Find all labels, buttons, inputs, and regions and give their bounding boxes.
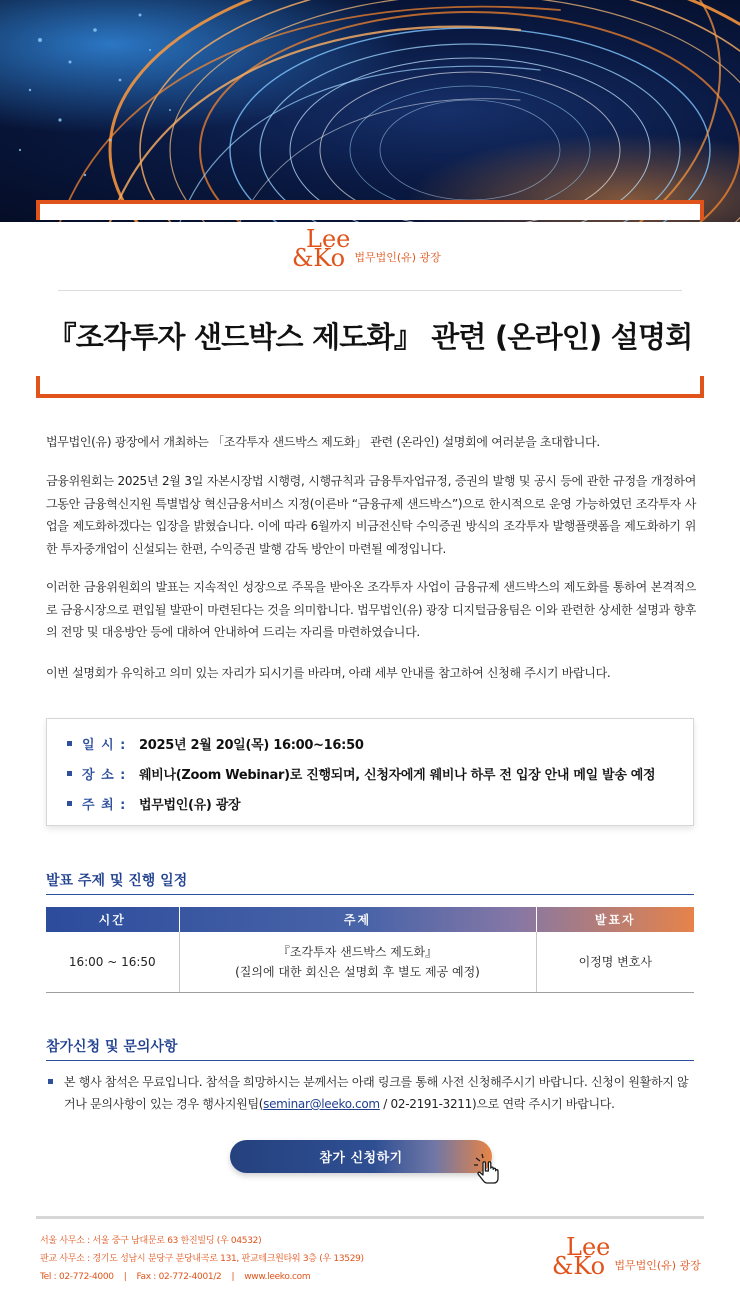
footer-website-link[interactable]: www.leeko.com (244, 1272, 311, 1282)
table-row (46, 932, 694, 993)
body-paragraph-3: 이러한 금융위원회의 발표는 지속적인 성장으로 주목을 받아온 조각투자 사업이 금융규제 샌드박스의 제도화를 통하여 본격적으로 금융시장으로 편입될 발판이 마련된다는 것을 의미합니다. 법무법인(유) 광장 디지털금융팀은 이와 관련한 상세한 설명과 향후의 전망 및 대응방안 등에 대하여 안내하여 드리는 자리를 마련하였습니다. (46, 580, 696, 639)
leeko-logo-mark (292, 225, 351, 273)
cell-topic (179, 932, 536, 993)
column-header-speaker: 발표자 (536, 907, 694, 932)
hero-banner (0, 0, 740, 222)
date-value: 2025년 2월 20일(목) 16:00~16:50 (139, 738, 364, 753)
schedule-table (46, 907, 694, 993)
date-label: 일 시 : (82, 738, 127, 753)
square-bullet-icon (67, 771, 72, 776)
intro-paragraph: 법무법인(유) 광장에서 개최하는 「조각투자 샌드박스 제도화」 관련 (온라인) 설명회에 여러분을 초대합니다. (46, 435, 600, 449)
footer-seoul-address: 서울 사무소 : 서울 중구 남대문로 63 한진빌딩 (우 04532) (40, 1236, 262, 1246)
header-divider (58, 290, 682, 291)
footer-tel: Tel : 02-772-4000 (40, 1272, 114, 1282)
apply-text-after: / 02-2191-3211)으로 연락 주시기 바랍니다. (379, 1097, 615, 1111)
logo-line-2: &Ko (552, 1252, 606, 1281)
place-value: 웨비나(Zoom Webinar)로 진행되며, 신청자에게 웨비나 하루 전 입장 안내 메일 발송 예정 (139, 768, 656, 783)
header-card-frame-top (36, 200, 704, 220)
info-row-host (67, 794, 240, 813)
footer-contact-info (40, 1232, 364, 1286)
logo-firm-name: 법무법인(유) 광장 (614, 1259, 701, 1273)
square-bullet-icon (67, 741, 72, 746)
hero-light-tunnel-graphic (0, 0, 740, 222)
logo-line-1: Lee (306, 225, 351, 253)
column-header-time: 시간 (98, 913, 126, 927)
place-label: 장 소 : (82, 768, 127, 783)
host-value: 법무법인(유) 광장 (139, 798, 241, 813)
header-logo (292, 225, 441, 273)
footer-separator: | (123, 1272, 127, 1282)
header-card-frame-bottom (36, 376, 704, 398)
square-bullet-icon (67, 801, 72, 806)
topic-line-1: 『조각투자 샌드박스 제도화』 (277, 945, 438, 959)
footer-pangyo-address: 판교 사무소 : 경기도 성남시 분당구 분당내곡로 131, 판교테크원타워 3층 (우 13529) (40, 1254, 364, 1264)
info-row-date (67, 734, 364, 753)
body-paragraph-4: 이번 설명회가 유익하고 의미 있는 자리가 되시기를 바라며, 아래 세부 안내를 참고하여 신청해 주시기 바랍니다. (46, 666, 611, 680)
info-row-place (67, 764, 655, 783)
apply-notice-text (64, 1071, 696, 1115)
schedule-heading: 발표 주제 및 진행 일정 (46, 873, 188, 889)
contact-email-link[interactable]: seminar@leeko.com (263, 1097, 380, 1111)
cell-time: 16:00 ~ 16:50 (46, 932, 179, 993)
logo-line-2: &Ko (292, 244, 346, 273)
apply-heading-rule (46, 1060, 694, 1061)
body-paragraph-2: 금융위원회는 2025년 2월 3일 자본시장법 시행령, 시행규칙과 금융투자업규정, 증권의 발행 및 공시 등에 관한 규정을 개정하여 그동안 금융혁신지원 특별법상 혁신금융서비스 지정(이른바 “금융규제 샌드박스”)으로 한시적으로 운영 가능하였던 조각투자 사업을 제도화하겠다는 입장을 밝혔습니다. 이에 따라 6월까지 비금전신탁 수익증권 방식의 조각투자 발행플랫폼을 제도화하기 위한 투자중개업이 신설되는 한편, 수익증권 발행 감독 방안이 마련될 예정입니다. (46, 474, 696, 556)
footer-fax: Fax : 02-772-4001/2 (136, 1272, 222, 1282)
square-bullet-icon (48, 1079, 53, 1084)
footer-separator: | (231, 1272, 235, 1282)
footer-logo (552, 1233, 701, 1281)
leeko-logo-mark (552, 1233, 611, 1281)
apply-text-before: 본 행사 참석은 무료입니다. 참석을 희망하시는 분께서는 아래 링크를 통해 사전 신청해주시기 바랍니다. 신청이 원활하지 않거나 문의사항이 있는 경우 행사지원팀( (64, 1075, 689, 1111)
register-button[interactable]: 참가 신청하기 (230, 1140, 492, 1173)
logo-line-1: Lee (566, 1233, 611, 1261)
cell-speaker: 이정명 변호사 (536, 932, 694, 993)
host-label: 주 최 : (82, 798, 127, 813)
topic-line-2: (질의에 대한 회신은 설명회 후 별도 제공 예정) (235, 965, 480, 979)
schedule-heading-rule (46, 894, 694, 895)
footer-divider (36, 1216, 704, 1219)
footer-contacts (40, 1268, 364, 1286)
column-header-topic: 주제 (179, 907, 536, 932)
page-title: 『조각투자 샌드박스 제도화』 관련 (온라인) 설명회 (47, 320, 693, 354)
apply-heading: 참가신청 및 문의사항 (46, 1039, 178, 1055)
event-info-box (46, 718, 694, 826)
apply-notice (46, 1071, 696, 1115)
hand-pointer-icon (472, 1152, 506, 1186)
schedule-table-header (46, 907, 694, 932)
logo-firm-name: 법무법인(유) 광장 (354, 251, 441, 265)
